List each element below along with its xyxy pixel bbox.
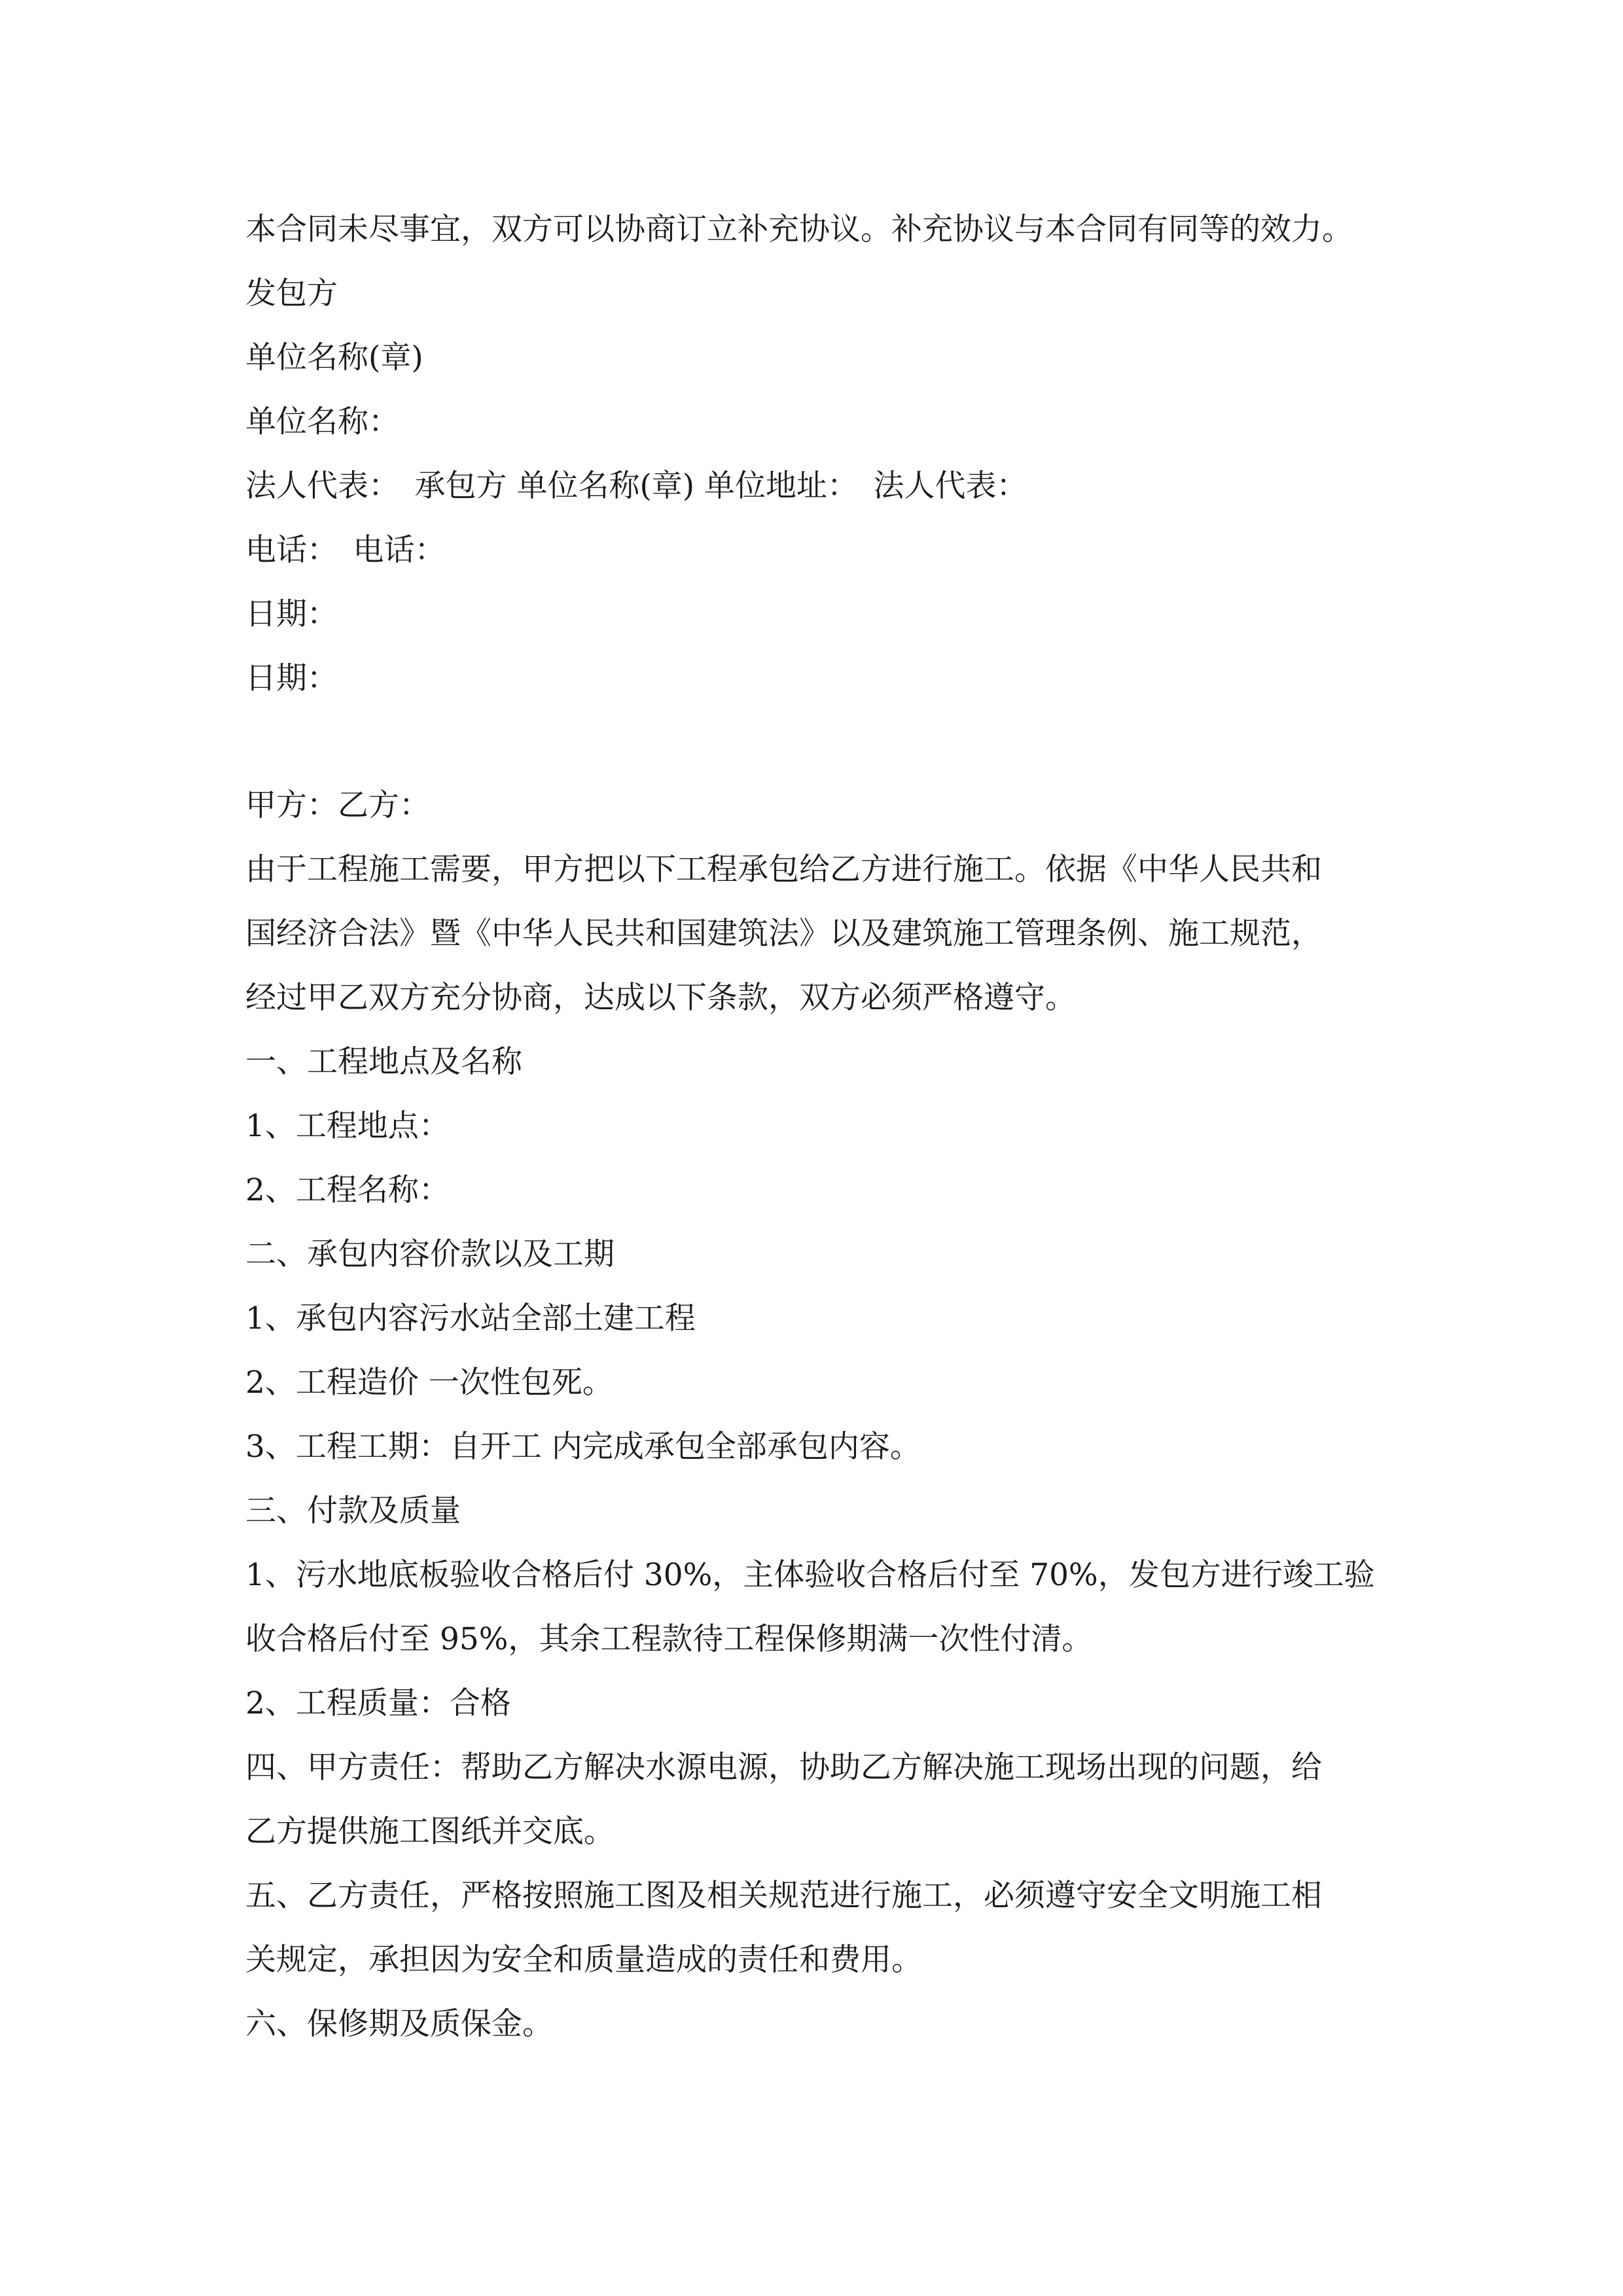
- section-2-heading: 二、承包内容价款以及工期: [245, 1236, 615, 1272]
- preamble-line-3: 经过甲乙双方充分协商，达成以下条款，双方必须严格遵守。: [245, 980, 1076, 1016]
- section-3-item-1-line-2: 收合格后付至 95%，其余工程款待工程保修期满一次性付清。: [245, 1621, 1093, 1657]
- section-5-line-2: 关规定，承担因为安全和质量造成的责任和费用。: [245, 1942, 922, 1978]
- preamble-line-1: 由于工程施工需要，甲方把以下工程承包给乙方进行施工。依据《中华人民共和: [245, 852, 1322, 888]
- section-5-line-1: 五、乙方责任，严格按照施工图及相关规范进行施工，必须遵守安全文明施工相: [245, 1878, 1322, 1914]
- employer-unit-name: 单位名称：: [245, 404, 399, 440]
- employer-heading: 发包方: [245, 276, 338, 312]
- supplement-clause: 本合同未尽事宜，双方可以协商订立补充协议。补充协议与本合同有同等的效力。: [245, 211, 1353, 247]
- preamble-line-2: 国经济合法》暨《中华人民共和国建筑法》以及建筑施工管理条例、施工规范，: [245, 916, 1322, 952]
- section-3-heading: 三、付款及质量: [245, 1493, 461, 1529]
- section-6-heading: 六、保修期及质保金。: [245, 2006, 553, 2042]
- section-1-item-1: 1、工程地点：: [245, 1108, 450, 1144]
- section-2-item-2: 2、工程造价 一次性包死。: [245, 1365, 613, 1401]
- employer-unit-seal: 单位名称(章): [245, 340, 423, 376]
- section-3-item-1-line-1: 1、污水地底板验收合格后付 30%，主体验收合格后付至 70%，发包方进行竣工验: [245, 1557, 1375, 1593]
- phone-line: 电话： 电话：: [245, 532, 446, 568]
- contract-signature-block: [245, 198, 1397, 711]
- section-3-item-2: 2、工程质量：合格: [245, 1685, 511, 1721]
- contract-body: [245, 774, 1397, 2056]
- section-2-item-1: 1、承包内容污水站全部土建工程: [245, 1300, 696, 1336]
- date-line-2: 日期：: [245, 660, 338, 696]
- section-1-item-2: 2、工程名称：: [245, 1172, 450, 1208]
- section-4-line-1: 四、甲方责任：帮助乙方解决水源电源，协助乙方解决施工现场出现的问题，给: [245, 1749, 1322, 1785]
- section-1-heading: 一、工程地点及名称: [245, 1044, 522, 1080]
- section-2-item-3: 3、工程工期：自开工 内完成承包全部承包内容。: [245, 1429, 921, 1465]
- date-line-1: 日期：: [245, 596, 338, 632]
- parties-line: 甲方：乙方：: [245, 787, 430, 823]
- legal-rep-line: 法人代表： 承包方 单位名称(章) 单位地址： 法人代表：: [245, 468, 1027, 504]
- section-4-line-2: 乙方提供施工图纸并交底。: [245, 1814, 615, 1850]
